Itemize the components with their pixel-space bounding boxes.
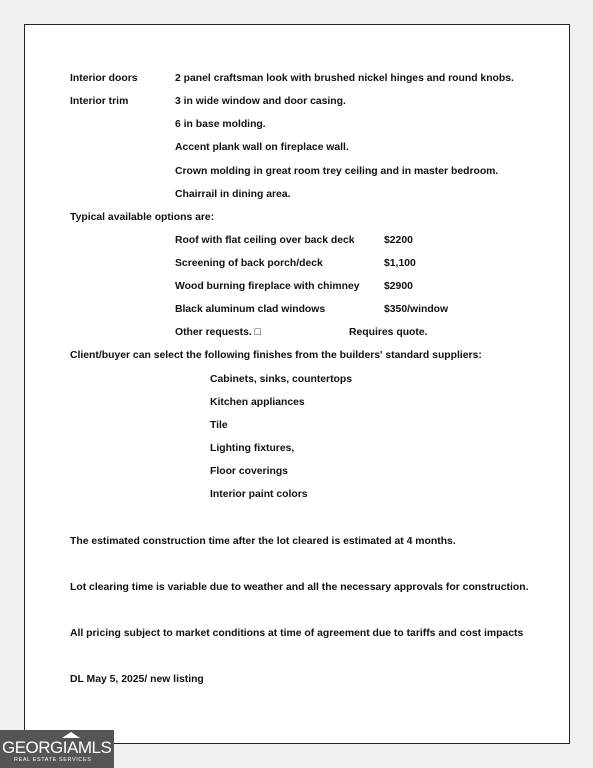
interior-doors-label: Interior doors bbox=[70, 73, 138, 84]
option-name: Screening of back porch/deck bbox=[175, 258, 323, 269]
georgia-mls-watermark bbox=[0, 730, 114, 768]
finish-item: Kitchen appliances bbox=[210, 397, 305, 408]
note-construction-time: The estimated construction time after the lot cleared is estimated at 4 months. bbox=[70, 536, 456, 547]
interior-trim-item: Accent plank wall on fireplace wall. bbox=[175, 142, 349, 153]
finish-item: Floor coverings bbox=[210, 466, 288, 477]
option-price: $350/window bbox=[384, 304, 449, 315]
interior-trim-label: Interior trim bbox=[70, 96, 129, 107]
options-heading: Typical available options are: bbox=[70, 212, 215, 223]
note-lot-clearing: Lot clearing time is variable due to weather and all the necessary approvals for construction. bbox=[70, 582, 529, 593]
option-name: Wood burning fireplace with chimney bbox=[175, 281, 360, 292]
document-page bbox=[24, 24, 570, 744]
interior-trim-item: 3 in wide window and door casing. bbox=[175, 96, 346, 107]
option-price: $2900 bbox=[384, 281, 413, 292]
finish-item: Tile bbox=[210, 420, 228, 431]
option-price: Requires quote. bbox=[349, 327, 428, 338]
finishes-heading: Client/buyer can select the following finishes from the builders' standard suppliers: bbox=[70, 350, 482, 361]
finish-item: Interior paint colors bbox=[210, 489, 308, 500]
option-name: Black aluminum clad windows bbox=[175, 304, 326, 315]
note-listing-date: DL May 5, 2025/ new listing bbox=[70, 674, 204, 685]
interior-trim-item: 6 in base molding. bbox=[175, 119, 266, 130]
watermark-sub-text: REAL ESTATE SERVICES bbox=[14, 757, 92, 763]
option-name: Roof with flat ceiling over back deck bbox=[175, 235, 355, 246]
finish-item: Cabinets, sinks, countertops bbox=[210, 374, 353, 385]
option-name: Other requests. □ bbox=[175, 327, 261, 338]
interior-trim-item: Crown molding in great room trey ceiling and in master bedroom. bbox=[175, 166, 499, 177]
interior-trim-item: Chairrail in dining area. bbox=[175, 189, 291, 200]
watermark-main-text: GEORGIAMLS bbox=[2, 738, 112, 757]
interior-doors-value: 2 panel craftsman look with brushed nickel hinges and round knobs. bbox=[175, 73, 514, 84]
option-price: $2200 bbox=[384, 235, 413, 246]
finish-item: Lighting fixtures, bbox=[210, 443, 295, 454]
option-price: $1,100 bbox=[384, 258, 416, 269]
note-pricing: All pricing subject to market conditions at time of agreement due to tariffs and cost impacts bbox=[70, 628, 524, 639]
